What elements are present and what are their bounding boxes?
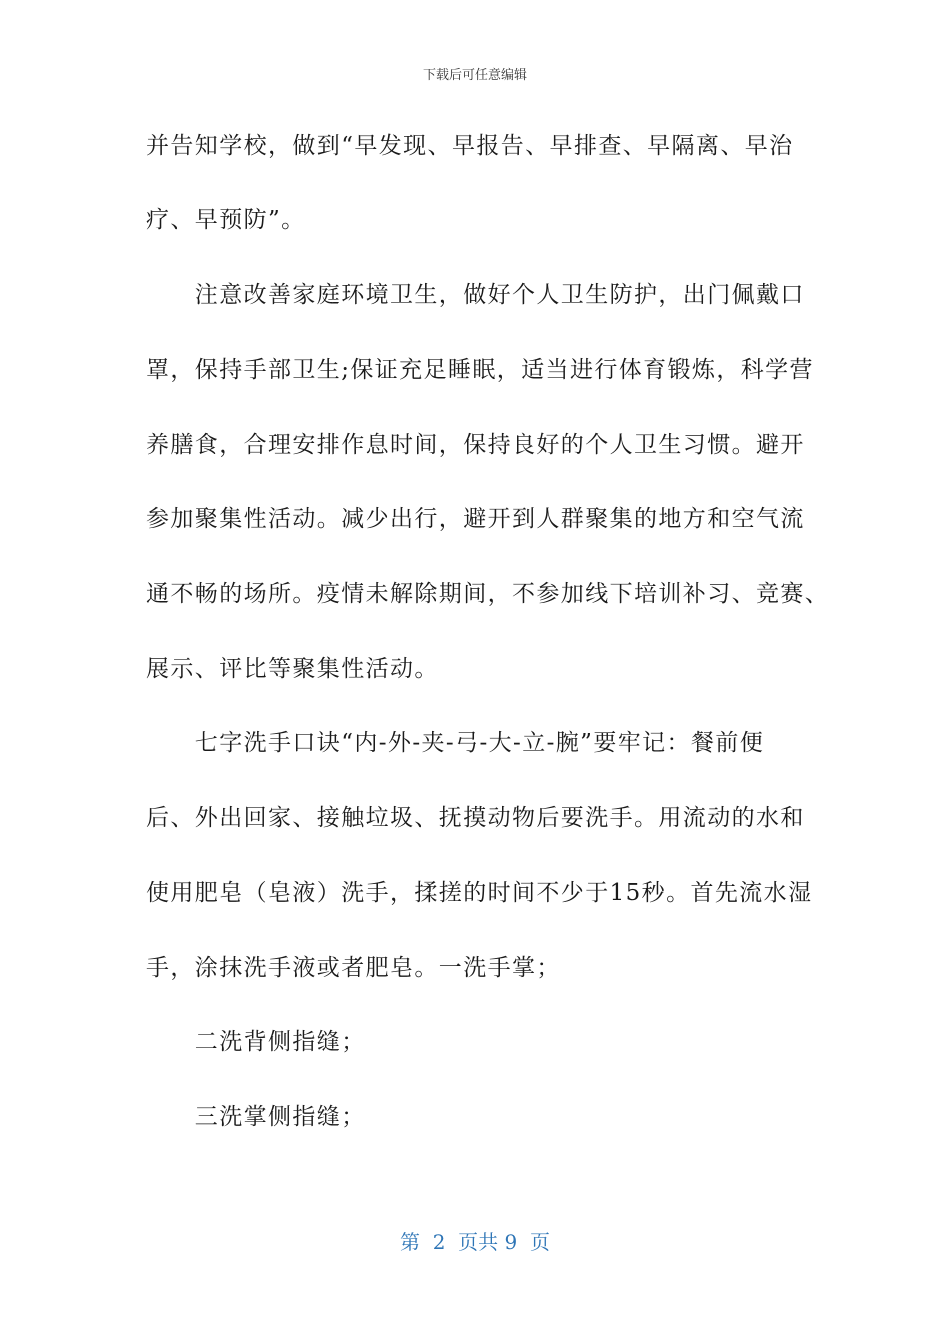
body-line-7: 通不畅的场所。疫情未解除期间，不参加线下培训补习、竞赛、 (146, 581, 830, 607)
body-line-10: 后、外出回家、接触垃圾、抚摸动物后要洗手。用流动的水和 (146, 805, 805, 831)
body-line-6: 参加聚集性活动。减少出行，避开到人群聚集的地方和空气流 (146, 506, 805, 532)
body-line-8: 展示、评比等聚集性活动。 (146, 656, 439, 682)
body-line-12: 手，涂抹洗手液或者肥皂。一洗手掌； (146, 955, 561, 981)
body-line-2: 疗、早预防”。 (146, 207, 306, 233)
body-line-3: 注意改善家庭环境卫生，做好个人卫生防护，出门佩戴口 (146, 282, 805, 308)
body-line-1: 并告知学校，做到“早发现、早报告、早排查、早隔离、早治 (146, 133, 794, 159)
body-line-14: 三洗掌侧指缝； (146, 1104, 366, 1130)
page-number-footer: 第 2 页共 9 页 (400, 1230, 550, 1254)
body-line-11: 使用肥皂（皂液）洗手，揉搓的时间不少于15秒。首先流水湿 (146, 880, 813, 906)
body-line-5: 养膳食，合理安排作息时间，保持良好的个人卫生习惯。避开 (146, 432, 805, 458)
page-header-note: 下载后可任意编辑 (422, 68, 527, 83)
body-line-13: 二洗背侧指缝； (146, 1029, 366, 1055)
body-line-4: 罩，保持手部卫生;保证充足睡眠，适当进行体育锻炼，科学营 (146, 357, 814, 383)
body-line-9: 七字洗手口诀“内-外-夹-弓-大-立-腕”要牢记：餐前便 (146, 730, 765, 756)
